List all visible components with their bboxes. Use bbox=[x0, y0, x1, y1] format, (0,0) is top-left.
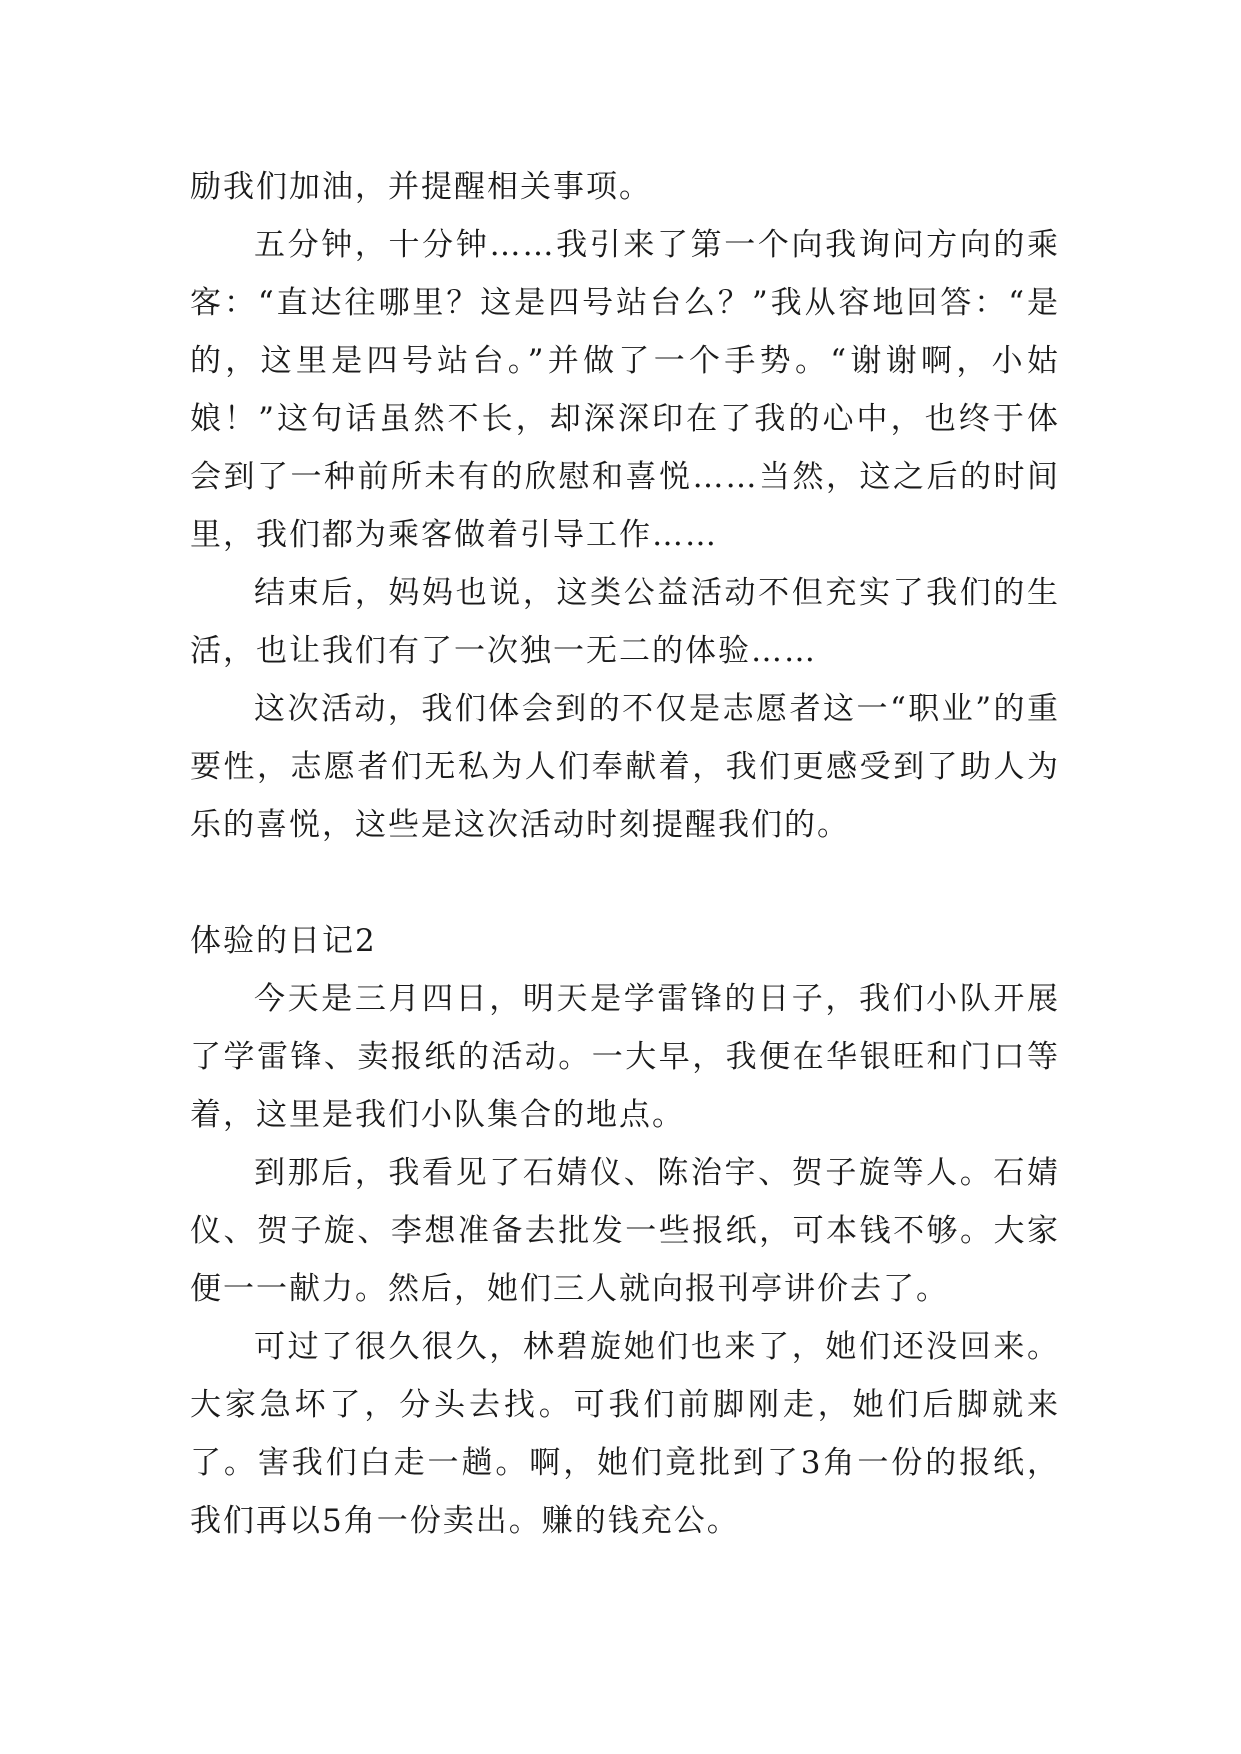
paragraph: 五分钟，十分钟……我引来了第一个向我询问方向的乘客：“直达往哪里？这是四号站台么？”我从容地回答：“是的，这里是四号站台。”并做了一个手势。“谢谢啊，小姑娘！”这句话虽然不长，却深深印在了我的心中，也终于体会到了一种前所未有的欣慰和喜悦……当然，这之后的时间里，我们都为乘客做着引导工作…… bbox=[190, 227, 1060, 553]
section-title: 体验的日记2 bbox=[190, 923, 377, 959]
document-body bbox=[190, 158, 1060, 1550]
paragraph-continuation: 励我们加油，并提醒相关事项。 bbox=[190, 169, 652, 205]
paragraph: 今天是三月四日，明天是学雷锋的日子，我们小队开展了学雷锋、卖报纸的活动。一大早，我便在华银旺和门口等着，这里是我们小队集合的地点。 bbox=[190, 981, 1060, 1133]
paragraph: 结束后，妈妈也说，这类公益活动不但充实了我们的生活，也让我们有了一次独一无二的体验…… bbox=[190, 575, 1060, 669]
paragraph: 这次活动，我们体会到的不仅是志愿者这一“职业”的重要性，志愿者们无私为人们奉献着，我们更感受到了助人为乐的喜悦，这些是这次活动时刻提醒我们的。 bbox=[190, 691, 1060, 843]
paragraph: 到那后，我看见了石婧仪、陈治宇、贺子旋等人。石婧仪、贺子旋、李想准备去批发一些报纸，可本钱不够。大家便一一献力。然后，她们三人就向报刊亭讲价去了。 bbox=[190, 1155, 1060, 1307]
paragraph: 可过了很久很久，林碧旋她们也来了，她们还没回来。大家急坏了，分头去找。可我们前脚刚走，她们后脚就来了。害我们白走一趟。啊，她们竟批到了3角一份的报纸，我们再以5角一份卖出。赚的钱充公。 bbox=[190, 1329, 1060, 1539]
